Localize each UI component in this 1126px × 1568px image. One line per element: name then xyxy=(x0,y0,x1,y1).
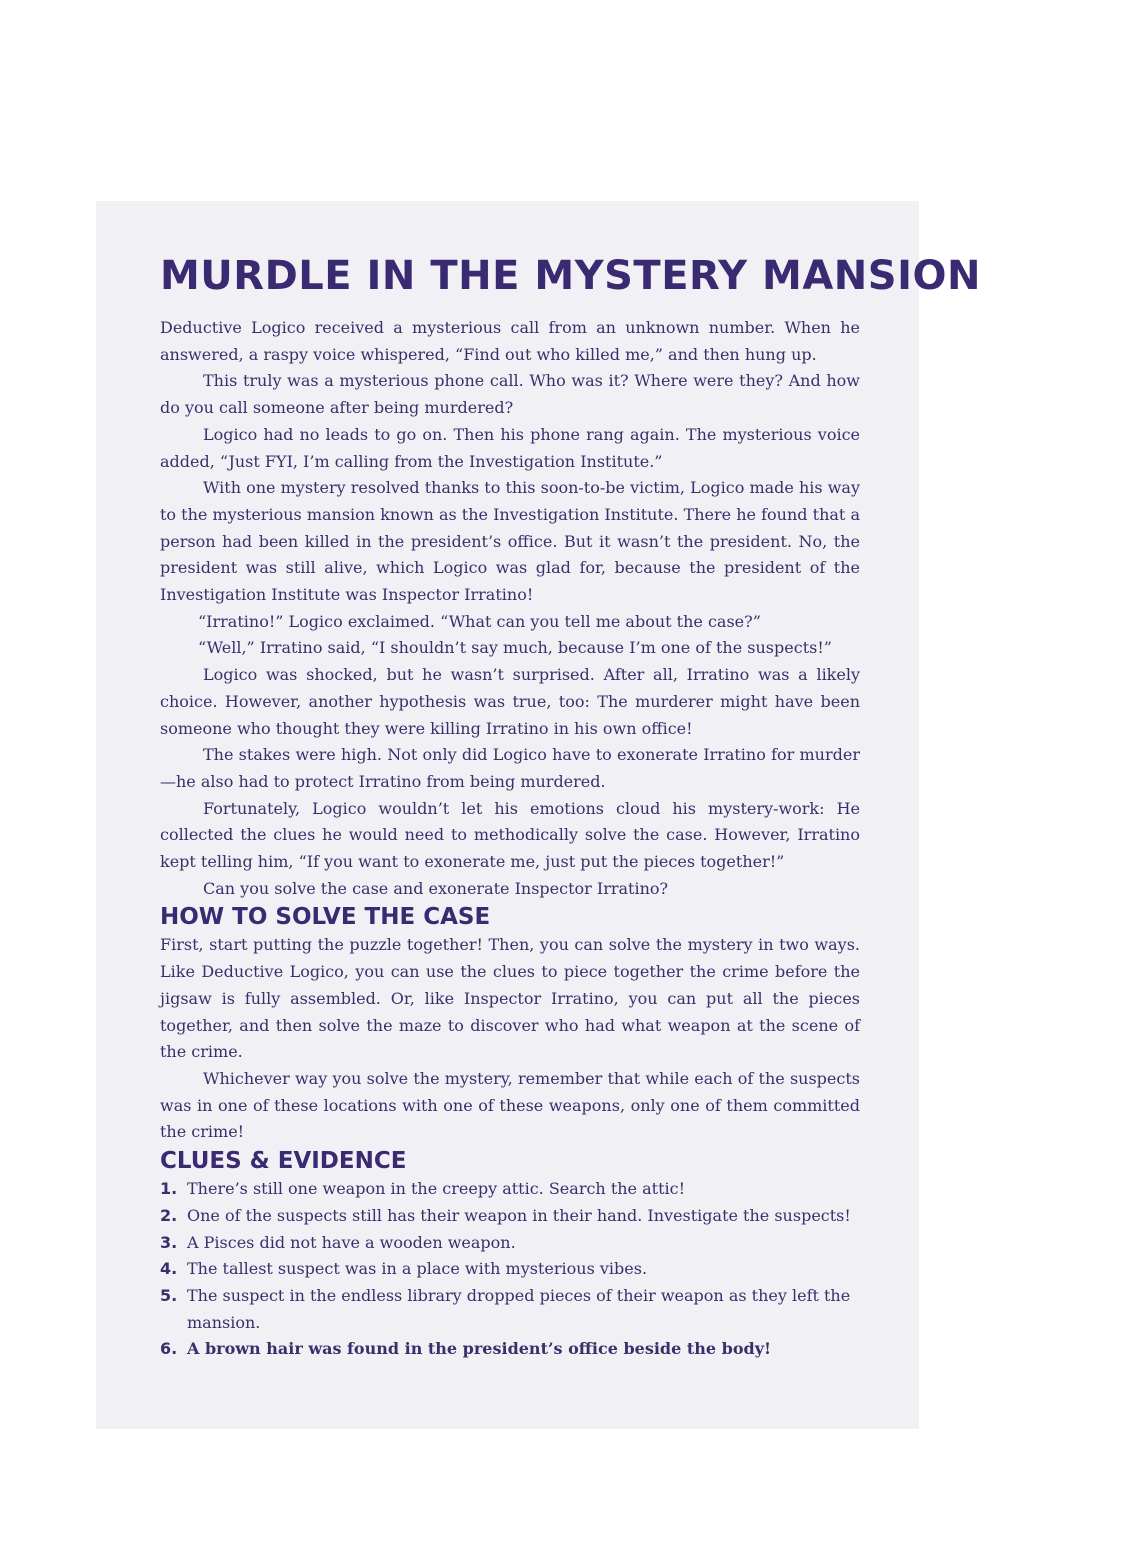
content xyxy=(160,253,981,1363)
howto-section xyxy=(160,932,860,1146)
clue-number: 4. xyxy=(160,1259,178,1279)
clues-list xyxy=(160,1176,860,1363)
clues-heading: CLUES & EVIDENCE xyxy=(160,1148,407,1175)
story-paragraph: With one mystery resolved thanks to this soon-to-be victim, Logico made his way to the mysterious mansion known as the Investigation Institute. There he found that a person had been killed in the president’s office. But it wasn’t the president. No, the president was still alive, which Logico was glad for, because the president of the Investigation Institute was Inspector Irratino! xyxy=(160,478,860,605)
story-paragraph: The stakes were high. Not only did Logico have to exonerate Irratino for murder—he also had to protect Irratino from being murdered. xyxy=(160,745,860,791)
story-paragraph: “Irratino!” Logico exclaimed. “What can you tell me about the case?” xyxy=(198,611,761,631)
clue-item xyxy=(160,1230,860,1257)
story-paragraph: Logico was shocked, but he wasn’t surprised. After all, Irratino was a likely choice. However, another hypothesis was true, too: The murderer might have been someone who thought they were killing Irratino in his own office! xyxy=(160,665,860,738)
clue-text: One of the suspects still has their weapon in their hand. Investigate the suspects! xyxy=(187,1205,851,1225)
clue-number: 6. xyxy=(160,1339,178,1359)
story-paragraph: This truly was a mysterious phone call. Who was it? Where were they? And how do you call someone after being murdered? xyxy=(160,371,860,418)
story-paragraph: Deductive Logico received a mysterious call from an unknown number. When he answered, a raspy voice whispered, “Find out who killed me,” and then hung up. xyxy=(160,318,860,364)
story-paragraph: Fortunately, Logico wouldn’t let his emotions cloud his mystery-work: He collected the clues he would need to methodically solve the case. However, Irratino kept telling him, “If you want to exonerate me, just put the pieces together!” xyxy=(160,798,860,872)
clue-number: 3. xyxy=(160,1232,178,1252)
clue-text: There’s still one weapon in the creepy attic. Search the attic! xyxy=(187,1179,686,1199)
clue-number: 1. xyxy=(160,1179,178,1199)
page-title: MURDLE IN THE MYSTERY MANSION xyxy=(160,253,981,299)
clue-number: 5. xyxy=(160,1285,178,1305)
howto-paragraph: Whichever way you solve the mystery, remember that while each of the suspects was in one of these locations with one of these weapons, only one of them committed the crime! xyxy=(160,1068,860,1142)
page-panel xyxy=(96,201,981,1429)
howto-paragraph: First, start putting the puzzle together! Then, you can solve the mystery in two ways. Like Deductive Logico, you can use the clues to piece together the crime before the jigsaw is fully assembled. Or, like Inspector Irratino, you can put all the pieces together, and then solve the maze to discover who had what weapon at the scene of the crime. xyxy=(160,935,860,1062)
howto-heading: HOW TO SOLVE THE CASE xyxy=(160,904,491,931)
clue-text: A brown hair was found in the president’s office beside the body! xyxy=(187,1339,772,1359)
story-paragraph: Can you solve the case and exonerate Inspector Irratino? xyxy=(203,878,669,898)
clue-item xyxy=(160,1336,860,1363)
clue-text: A Pisces did not have a wooden weapon. xyxy=(187,1232,516,1252)
clue-item xyxy=(160,1283,860,1336)
story-paragraph: “Well,” Irratino said, “I shouldn’t say much, because I’m one of the suspects!” xyxy=(198,638,832,658)
clue-text: The suspect in the endless library dropped pieces of their weapon as they left the mansion. xyxy=(187,1285,851,1332)
clue-item xyxy=(160,1203,860,1230)
clue-text: The tallest suspect was in a place with mysterious vibes. xyxy=(187,1259,648,1279)
clue-number: 2. xyxy=(160,1205,178,1225)
clue-item xyxy=(160,1256,860,1283)
clue-item xyxy=(160,1176,860,1203)
story-paragraph: Logico had no leads to go on. Then his phone rang again. The mysterious voice added, “Just FYI, I’m calling from the Investigation Institute.” xyxy=(160,424,860,471)
story xyxy=(160,315,860,902)
